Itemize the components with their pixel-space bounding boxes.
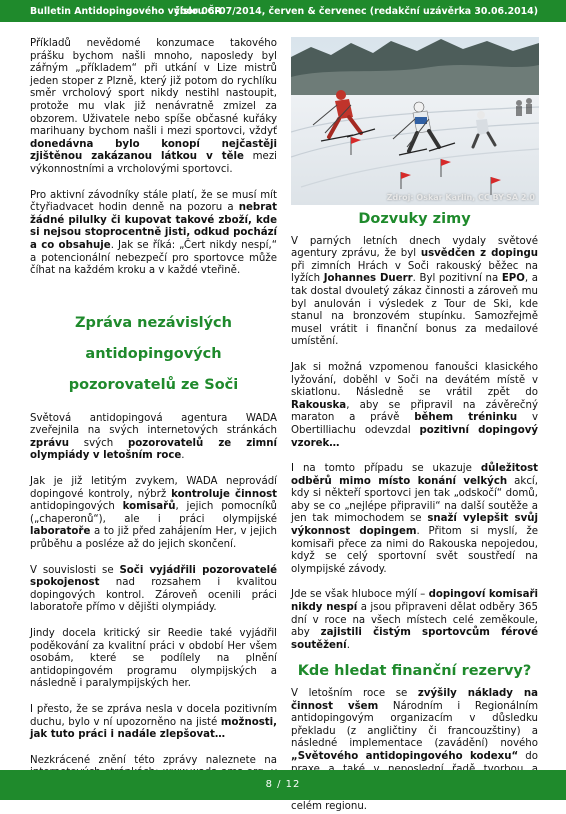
bold-span: pozitivní dopingový vzorek…: [291, 424, 538, 449]
bold-span: „Světového antidopingového kodexu“: [291, 750, 519, 762]
bold-span: během tréninku: [414, 412, 518, 424]
text-span: Pro aktivní závodníky stále platí, že se musí mít čtyřiadvacet hodin denně na pozoru a: [30, 189, 277, 214]
text-span: a jsou připraveni dělat odběry 365 dní v roce na všech místech celé zeměkoule, aby: [291, 602, 538, 639]
text-span: , aby se připravil na závěrečný maraton a právě: [291, 399, 538, 424]
bold-span: zajistili čistým sportovcům férové soutěžení: [291, 627, 538, 651]
page-footer: [0, 770, 566, 800]
bold-span: laboratoře: [30, 526, 91, 538]
text-span: celém regionu.: [291, 801, 368, 813]
bold-span: donedávna bylo konopí nejčastěji zjištěnou zakázanou látkou v těle: [30, 138, 277, 163]
bold-span: snaží vylepšit svůj výkonnost dopingem: [291, 513, 538, 538]
right-column: [291, 213, 538, 814]
bulletin-title: Bulletin Antidopingového výboru ČR: [30, 6, 222, 17]
text-span: Jak si možná vzpomenou fanoušci klasického lyžování, doběhl v Soči na devátém místě v skiatlonu. Následně se vrátil zpět do: [291, 361, 538, 399]
text-span: mezi výkonnostními a vrcholovými sportovci.: [30, 151, 278, 175]
ski-race-illustration: [291, 37, 539, 205]
ski-race-photo: [291, 37, 539, 205]
text-span: svých: [69, 437, 128, 449]
bulletin-header-bar: [0, 0, 566, 22]
text-span: . Byl pozitivní na: [412, 273, 502, 285]
text-span: a to již před zahájením Her, v jejich průběhu a posléze až do jejich skončení.: [30, 526, 277, 551]
text-span: V souvislosti se: [30, 564, 120, 576]
text-span: Jak je již letitým zvykem, WADA neprovádí dopingové kontroly, nýbrž: [30, 476, 277, 500]
text-span: , jejich pomocníků („chaperonů“), ale i práci olympijské: [30, 501, 277, 525]
paragraph-out-of-competition: [291, 463, 538, 576]
bold-span: usvědčen z dopingu: [420, 248, 538, 260]
text-span: Národním i Regionálním antidopingovým organizacím v důsledku překladu (z angličtiny či francouzštiny) a následné implementace (zavádění) nového: [291, 700, 538, 750]
bold-span: zprávu: [30, 437, 70, 449]
text-span: V letošním roce se: [291, 688, 418, 699]
text-span: do: [525, 750, 538, 762]
text-span: akcí, kdy si někteří sportovci jen tak „odskočí“ domů, aby se co „nejlépe připravili“ na další soutěže a jen tak mimochodem se: [291, 475, 538, 525]
bold-span: možnosti, jak tuto práci i nadále zlepšovat…: [30, 716, 277, 741]
heading-winter-aftermath: Dozvuky zimy: [358, 211, 471, 227]
text-span: I na tomto případu se ukazuje: [291, 463, 481, 475]
paragraph-warning: [30, 190, 277, 278]
left-column: [30, 38, 277, 793]
paragraph-duerr: [291, 236, 538, 349]
paragraph-marihuana: [30, 38, 277, 177]
paragraph-skiatlon: [291, 362, 538, 450]
text-span: antidopingových: [30, 501, 123, 513]
heading-line-2: pozorovatelů ze Soči: [68, 376, 239, 393]
bold-span: nebrat žádné pilulky či kupovat takové zboží, kde si nejsou stoprocentně jisti, odkud pochází a co obsahuje: [30, 202, 277, 251]
paragraph-wada: [30, 413, 277, 463]
bold-span: pozorovatelů ze zimní olympiády v letošním roce: [30, 437, 278, 462]
bold-span: EPO: [501, 273, 525, 285]
text-span: , a tak dostal dvouletý zákaz činnosti a zároveň mu byl anulován i výsledek z Tour de Ski, kde stanul na bronzovém stupínku. Samozřejmě musel vrátit i finanční bonus za medailové umístění.: [291, 273, 538, 348]
heading-financial-reserves: Kde hledat finanční rezervy?: [297, 663, 532, 680]
paragraph-reedie: Jindy docela kritický sir Reedie také vyjádřil poděkování za kvalitní práci v období Her všem osobám, které se podílely na plnění antidopingovém programu olympijských a následně i paralympijských her.: [30, 628, 277, 690]
heading-observer-report: [30, 308, 277, 401]
text-span: Jde se však hluboce mýlí –: [291, 589, 429, 601]
paragraph-kontrola: [30, 476, 277, 552]
text-span: Světová antidopingová agentura WADA zveřejnila na svých internetových stránkách: [30, 412, 277, 437]
paragraph-improvements: [30, 704, 277, 742]
text-span: I přesto, že se zpráva nesla v docela pozitivním duchu, bylo v ní upozorněno na jisté: [30, 703, 277, 728]
bold-span: Soči vyjádřili pozorovatelé spokojenost: [30, 564, 278, 589]
issue-info: číslo 06–07/2014, červen & červenec (redakční uzávěrka 30.06.2014): [174, 6, 538, 17]
page-number: 8 / 12: [265, 779, 301, 790]
text-span: . Jak se říká: „Čert nikdy nespí,“ a potencionální nebezpečí pro sportovce může číhat na každém kroku a v každé vteřině.: [30, 239, 277, 277]
bold-span: Johannes Duerr: [323, 273, 413, 285]
text-span: nad rozsahem i kvalitou dopingových kontrol. Zároveň ocenili práci laboratoře přímo v dějišti olympiády.: [30, 577, 277, 614]
bold-span: Rakouska: [291, 399, 347, 411]
bold-span: důležitost odběrů mimo místo konání velkých: [291, 463, 538, 487]
paragraph-never-sleep: [291, 589, 538, 652]
paragraph-soci: [30, 565, 277, 615]
photo-caption: Zdroj: Oskar Karlin, CC BY-SA 2.0: [386, 193, 535, 202]
bold-span: komisařů: [122, 501, 176, 513]
text-span: V parných letních dnech vydaly světové agentury zprávu, že byl: [291, 235, 538, 260]
paragraph-full-report: Nezkrácené znění této zprávy naleznete na: [30, 754, 277, 766]
text-span: . Přitom si myslí, že komisaři přece za nimi do Rakouska nepojedou, když se celý sportovní svět soustředí na olympijské závody.: [291, 526, 538, 575]
text-span: .: [346, 639, 350, 651]
heading-line-1: Zpráva nezávislých antidopingových: [75, 314, 232, 362]
bold-span: zvýšily náklady na činnost všem: [291, 688, 538, 712]
bold-span: kontroluje činnost: [171, 488, 277, 500]
text-span: při zimních Hrách v Soči rakouský běžec na lyžích: [291, 260, 538, 285]
bold-span: dopingoví komisaři nikdy nespí: [291, 589, 538, 614]
text-span: v Obertilliachu odevzdal: [291, 412, 538, 436]
text-span: Příkladů nevědomé konzumace takového prášku bychom našli mnoho, naposledy byl zářným „příkladem“ při utkání v Lize mistrů jeden stoper z Plzně, který již potom do rychlíku směr vrcholový sport nikdy nestihl nastoupit, protože mu vlak již nenávratně zmizel za obzorem. Uživatele nebo spíše občasné kuřáky marihuany bychom našli i mezi sportovci, vždyť: [30, 38, 277, 138]
text-span: .: [181, 450, 185, 462]
